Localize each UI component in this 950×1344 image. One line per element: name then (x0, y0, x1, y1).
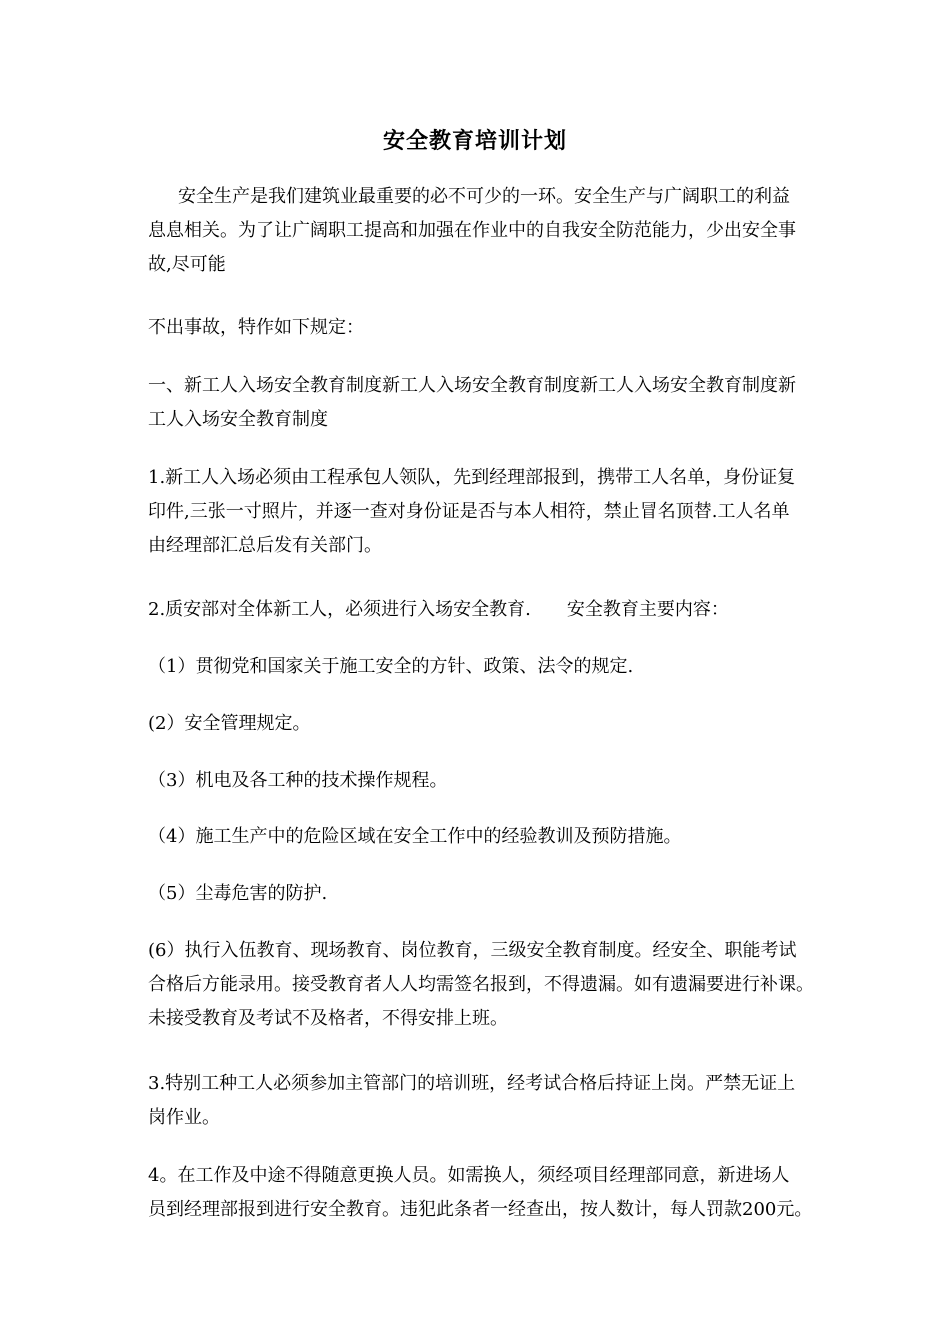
sub-item-3 (148, 764, 848, 798)
text-line: 1.新工人入场必须由工程承包人领队，先到经理部报到，携带工人名单，身份证复 (148, 467, 796, 488)
sub-item-1 (148, 650, 848, 684)
text-line: 2.质安部对全体新工人，必须进行入场安全教育. 安全教育主要内容： (148, 599, 729, 620)
rule-item-1 (148, 461, 848, 563)
rule-item-4 (148, 1159, 848, 1227)
text-line: 4。在工作及中途不得随意更换人员。如需换人，须经项目经理部同意，新进场人 (148, 1165, 790, 1186)
document-title: 安全教育培训计划 (382, 127, 567, 154)
sub-item-4 (148, 820, 848, 854)
text-line: (2）安全管理规定。 (148, 713, 311, 734)
text-line: 员到经理部报到进行安全教育。违犯此条者一经查出，按人数计，每人罚款200元。 (148, 1199, 813, 1220)
rule-item-2 (148, 593, 848, 627)
text-line: 不出事故，特作如下规定： (148, 317, 364, 338)
rule-item-3 (148, 1067, 848, 1135)
text-line: 未接受教育及考试不及格者，不得安排上班。 (148, 1008, 508, 1029)
rules-intro-paragraph (148, 311, 848, 345)
text-line: 工人入场安全教育制度 (148, 409, 328, 430)
text-line: 故,尽可能 (148, 254, 226, 275)
sub-item-5 (148, 877, 848, 911)
text-line: 3.特别工种工人必须参加主管部门的培训班，经考试合格后持证上岗。严禁无证上 (148, 1073, 796, 1094)
text-line: 一、新工人入场安全教育制度新工人入场安全教育制度新工人入场安全教育制度新 (148, 375, 796, 396)
intro-paragraph (148, 180, 848, 282)
text-line: 合格后方能录用。接受教育者人人均需签名报到，不得遗漏。如有遗漏要进行补课。 (148, 974, 814, 995)
text-line: 印件,三张一寸照片，并逐一查对身份证是否与本人相符，禁止冒名顶替.工人名单 (148, 501, 790, 522)
text-line: （3）机电及各工种的技术操作规程。 (148, 770, 448, 791)
text-line: （5）尘毒危害的防护. (148, 883, 328, 904)
text-line: （1）贯彻党和国家关于施工安全的方针、政策、法令的规定. (148, 656, 634, 677)
text-line: 岗作业。 (148, 1107, 220, 1128)
sub-item-2 (148, 707, 848, 741)
text-line: 息息相关。为了让广阔职工提高和加强在作业中的自我安全防范能力，少出安全事 (148, 220, 796, 241)
section-heading (148, 369, 848, 437)
sub-item-6 (148, 934, 848, 1036)
text-line: 安全生产是我们建筑业最重要的必不可少的一环。安全生产与广阔职工的利益 (178, 186, 790, 207)
text-line: (6）执行入伍教育、现场教育、岗位教育，三级安全教育制度。经安全、职能考试 (148, 940, 797, 961)
text-line: 由经理部汇总后发有关部门。 (148, 535, 382, 556)
text-line: （4）施工生产中的危险区域在安全工作中的经验教训及预防措施。 (148, 826, 682, 847)
